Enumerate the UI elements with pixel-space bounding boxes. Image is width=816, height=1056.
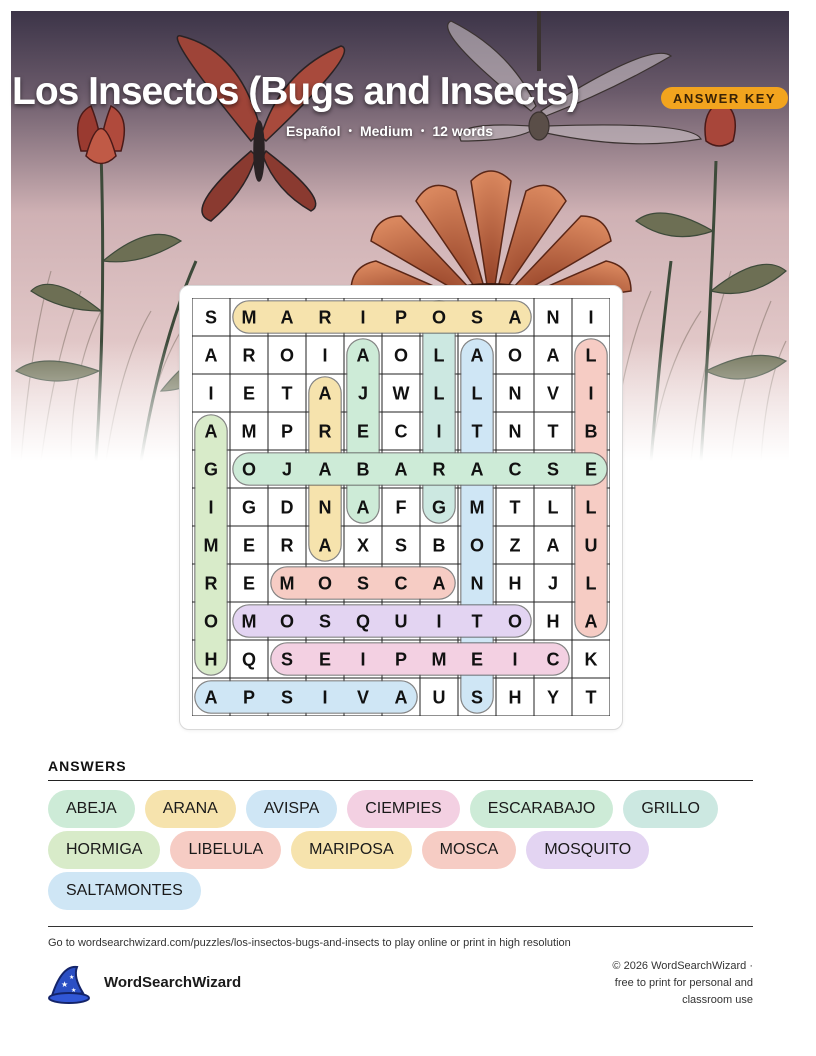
grid-cell-letter[interactable]: B (356, 459, 370, 480)
answer-word-mosca: MOSCA (422, 831, 517, 869)
grid-cell-letter[interactable]: G (241, 497, 257, 518)
grid-cell-letter[interactable]: L (585, 345, 597, 366)
grid-cell-letter[interactable]: A (356, 345, 370, 366)
answer-key-badge: ANSWER KEY (661, 87, 788, 109)
grid-cell-letter[interactable]: S (356, 573, 370, 594)
grid-cell-letter[interactable]: A (204, 421, 218, 442)
grid-cell-letter[interactable]: I (208, 383, 214, 404)
footer-divider (48, 926, 753, 927)
answer-list (48, 790, 758, 910)
grid-cell-letter[interactable]: C (546, 649, 560, 670)
grid-cell-letter[interactable]: G (203, 459, 219, 480)
grid-cell-letter[interactable]: I (360, 649, 366, 670)
grid-cell-letter[interactable]: R (432, 459, 446, 480)
grid-cell-letter[interactable]: A (584, 611, 598, 632)
grid-cell-letter[interactable]: T (471, 611, 483, 632)
brand-name: WordSearchWizard (104, 974, 242, 991)
answer-word-escarabajo: ESCARABAJO (470, 790, 614, 828)
grid-cell-letter[interactable]: E (318, 649, 332, 670)
grid-cell-letter[interactable]: T (585, 687, 597, 708)
grid-cell-letter[interactable]: E (242, 573, 256, 594)
grid-cell-letter[interactable]: L (433, 383, 445, 404)
grid-cell-letter[interactable]: J (281, 459, 293, 480)
grid-cell-letter[interactable]: O (279, 611, 295, 632)
grid-cell-letter[interactable]: A (508, 307, 522, 328)
grid-cell-letter[interactable]: U (432, 687, 446, 708)
grid-cell-letter[interactable]: I (512, 649, 518, 670)
word-count-label: 12 words (432, 123, 494, 139)
grid-cell-letter[interactable]: K (584, 649, 598, 670)
grid-cell-letter[interactable]: N (508, 421, 522, 442)
grid-cell-letter[interactable]: I (436, 611, 442, 632)
grid-cell-letter[interactable]: S (204, 307, 218, 328)
grid-cell-letter[interactable]: J (547, 573, 559, 594)
answer-word-avispa: AVISPA (246, 790, 337, 828)
grid-cell-letter[interactable]: M (469, 497, 485, 518)
grid-cell-letter[interactable]: H (546, 611, 560, 632)
grid-cell-letter[interactable]: A (204, 687, 218, 708)
grid-cell-letter[interactable]: H (508, 573, 522, 594)
grid-cell-letter[interactable]: I (360, 307, 366, 328)
answer-word-hormiga: HORMIGA (48, 831, 160, 869)
grid-cell-letter[interactable]: V (356, 687, 370, 708)
grid-cell-letter[interactable]: O (203, 611, 219, 632)
grid-cell-letter[interactable]: I (436, 421, 442, 442)
grid-cell-letter[interactable]: E (242, 383, 256, 404)
grid-cell-letter[interactable]: B (584, 421, 598, 442)
puzzle-meta (286, 123, 493, 139)
svg-text:★: ★ (69, 974, 75, 981)
grid-cell-letter[interactable]: O (393, 345, 409, 366)
answer-word-mosquito: MOSQUITO (526, 831, 649, 869)
grid-cell-letter[interactable]: I (588, 307, 594, 328)
page-title: Los Insectos (Bugs and Insects) (12, 70, 580, 113)
grid-cell-letter[interactable]: E (470, 649, 484, 670)
answers-divider (48, 780, 753, 781)
grid-cell-letter[interactable]: V (546, 383, 560, 404)
grid-cell-letter[interactable]: L (547, 497, 559, 518)
grid-cell-letter[interactable]: A (204, 345, 218, 366)
grid-cell-letter[interactable]: R (242, 345, 256, 366)
grid-cell-letter[interactable]: M (431, 649, 447, 670)
grid-cell-letter[interactable]: M (241, 421, 257, 442)
meta-separator: • (348, 126, 352, 137)
grid-cell-letter[interactable]: O (317, 573, 333, 594)
grid-cell-letter[interactable]: S (470, 687, 484, 708)
grid-cell-letter[interactable]: M (241, 307, 257, 328)
grid-cell-letter[interactable]: Y (546, 687, 560, 708)
answer-word-mariposa: MARIPOSA (291, 831, 411, 869)
grid-cell-letter[interactable]: O (469, 535, 485, 556)
grid-cell-letter[interactable]: H (508, 687, 522, 708)
grid-cell-letter[interactable]: D (280, 497, 294, 518)
grid-cell-letter[interactable]: M (241, 611, 257, 632)
grid-cell-letter[interactable]: U (584, 535, 598, 556)
grid-cell-letter[interactable]: P (394, 649, 408, 670)
grid-cell-letter[interactable]: U (394, 611, 408, 632)
grid-cell-letter[interactable]: I (322, 687, 328, 708)
grid-cell-letter[interactable]: M (279, 573, 295, 594)
grid-cell-letter[interactable]: Q (241, 649, 257, 670)
grid-cell-letter[interactable]: C (394, 421, 408, 442)
grid-cell-letter[interactable]: T (281, 383, 293, 404)
wizard-hat-icon (47, 963, 93, 1005)
grid-cell-letter[interactable]: M (203, 535, 219, 556)
answers-heading: ANSWERS (48, 758, 127, 774)
grid-cell-letter[interactable]: C (394, 573, 408, 594)
grid-cell-letter[interactable]: O (279, 345, 295, 366)
grid-cell-letter[interactable]: X (356, 535, 370, 556)
grid-cell-letter[interactable]: A (394, 687, 408, 708)
grid-cell-letter[interactable]: H (204, 649, 218, 670)
grid-cell-letter[interactable]: R (318, 421, 332, 442)
grid-cell-letter[interactable]: Z (509, 535, 521, 556)
answer-word-saltamontes: SALTAMONTES (48, 872, 201, 910)
copyright-line: © 2026 WordSearchWizard · (612, 960, 753, 972)
answer-word-grillo: GRILLO (623, 790, 718, 828)
grid-cell-letter[interactable]: T (547, 421, 559, 442)
answer-word-libelula: LIBELULA (170, 831, 281, 869)
grid-cell-letter[interactable]: A (470, 345, 484, 366)
svg-text:★: ★ (61, 980, 69, 989)
grid-cell-letter[interactable]: J (357, 383, 369, 404)
grid-cell-letter[interactable]: S (546, 459, 560, 480)
language-label: Español (286, 123, 341, 139)
grid-cell-letter[interactable]: A (280, 307, 294, 328)
grid-cell-letter[interactable]: N (318, 497, 332, 518)
grid-cell-letter[interactable]: T (471, 421, 483, 442)
grid-cell-letter[interactable]: A (356, 497, 370, 518)
grid-cell-letter[interactable]: I (208, 497, 214, 518)
grid-cell-letter[interactable]: O (431, 307, 447, 328)
grid-cell-letter[interactable]: Q (355, 611, 371, 632)
answer-word-abeja: ABEJA (48, 790, 135, 828)
grid-cell-letter[interactable]: S (470, 307, 484, 328)
grid-cell-letter[interactable]: E (356, 421, 370, 442)
grid-cell-letter[interactable]: L (433, 345, 445, 366)
copyright-line: free to print for personal and (614, 977, 753, 989)
grid-cell-letter[interactable]: A (470, 459, 484, 480)
grid-cell-letter[interactable]: I (588, 383, 594, 404)
grid-cell-letter[interactable]: R (280, 535, 294, 556)
grid-cell-letter[interactable]: O (507, 345, 523, 366)
grid-cell-letter[interactable]: S (280, 687, 294, 708)
grid-cell-letter[interactable]: L (471, 383, 483, 404)
grid-cell-letter[interactable]: N (546, 307, 560, 328)
answer-word-arana: ARANA (145, 790, 236, 828)
difficulty-label: Medium (359, 123, 413, 139)
grid-cell-letter[interactable]: I (322, 345, 328, 366)
grid-cell-letter[interactable]: N (508, 383, 522, 404)
grid-cell-letter[interactable]: F (395, 497, 407, 518)
grid-cell-letter[interactable]: P (280, 421, 294, 442)
grid-cell-letter[interactable]: R (204, 573, 218, 594)
word-search-grid (192, 298, 610, 716)
grid-cell-letter[interactable]: T (509, 497, 521, 518)
grid-cell-letter[interactable]: C (508, 459, 522, 480)
grid-cell-letter[interactable]: L (585, 497, 597, 518)
grid-cell-letter[interactable]: S (394, 535, 408, 556)
grid-cell-letter[interactable]: S (318, 611, 332, 632)
grid-cell-letter[interactable]: O (507, 611, 523, 632)
grid-cell-letter[interactable]: P (242, 687, 256, 708)
grid-cell-letter[interactable]: A (318, 383, 332, 404)
grid-cell-letter[interactable]: L (585, 573, 597, 594)
grid-cell-letter[interactable]: A (318, 535, 332, 556)
grid-cell-letter[interactable]: B (432, 535, 446, 556)
grid-cell-letter[interactable]: A (394, 459, 408, 480)
grid-cell-letter[interactable]: P (394, 307, 408, 328)
grid-cell-letter[interactable]: S (280, 649, 294, 670)
play-online-link[interactable]: Go to wordsearchwizard.com/puzzles/los-insectos-bugs-and-insects to play online or print in high resolution (48, 937, 571, 949)
grid-cell-letter[interactable]: R (318, 307, 332, 328)
grid-cell-letter[interactable]: O (241, 459, 257, 480)
grid-canvas (192, 298, 610, 716)
copyright-notice (560, 958, 753, 1009)
grid-cell-letter[interactable]: E (584, 459, 598, 480)
meta-separator: • (420, 126, 425, 137)
grid-cell-letter[interactable]: W (392, 383, 410, 404)
grid-cell-letter[interactable]: A (318, 459, 332, 480)
answer-word-ciempies: CIEMPIES (347, 790, 459, 828)
grid-cell-letter[interactable]: N (470, 573, 484, 594)
grid-cell-letter[interactable]: E (242, 535, 256, 556)
svg-text:★: ★ (71, 987, 77, 994)
grid-cell-letter[interactable]: A (546, 535, 560, 556)
grid-cell-letter[interactable]: G (431, 497, 447, 518)
grid-cell-letter[interactable]: A (432, 573, 446, 594)
grid-cell-letter[interactable]: A (546, 345, 560, 366)
copyright-line: classroom use (682, 994, 753, 1006)
